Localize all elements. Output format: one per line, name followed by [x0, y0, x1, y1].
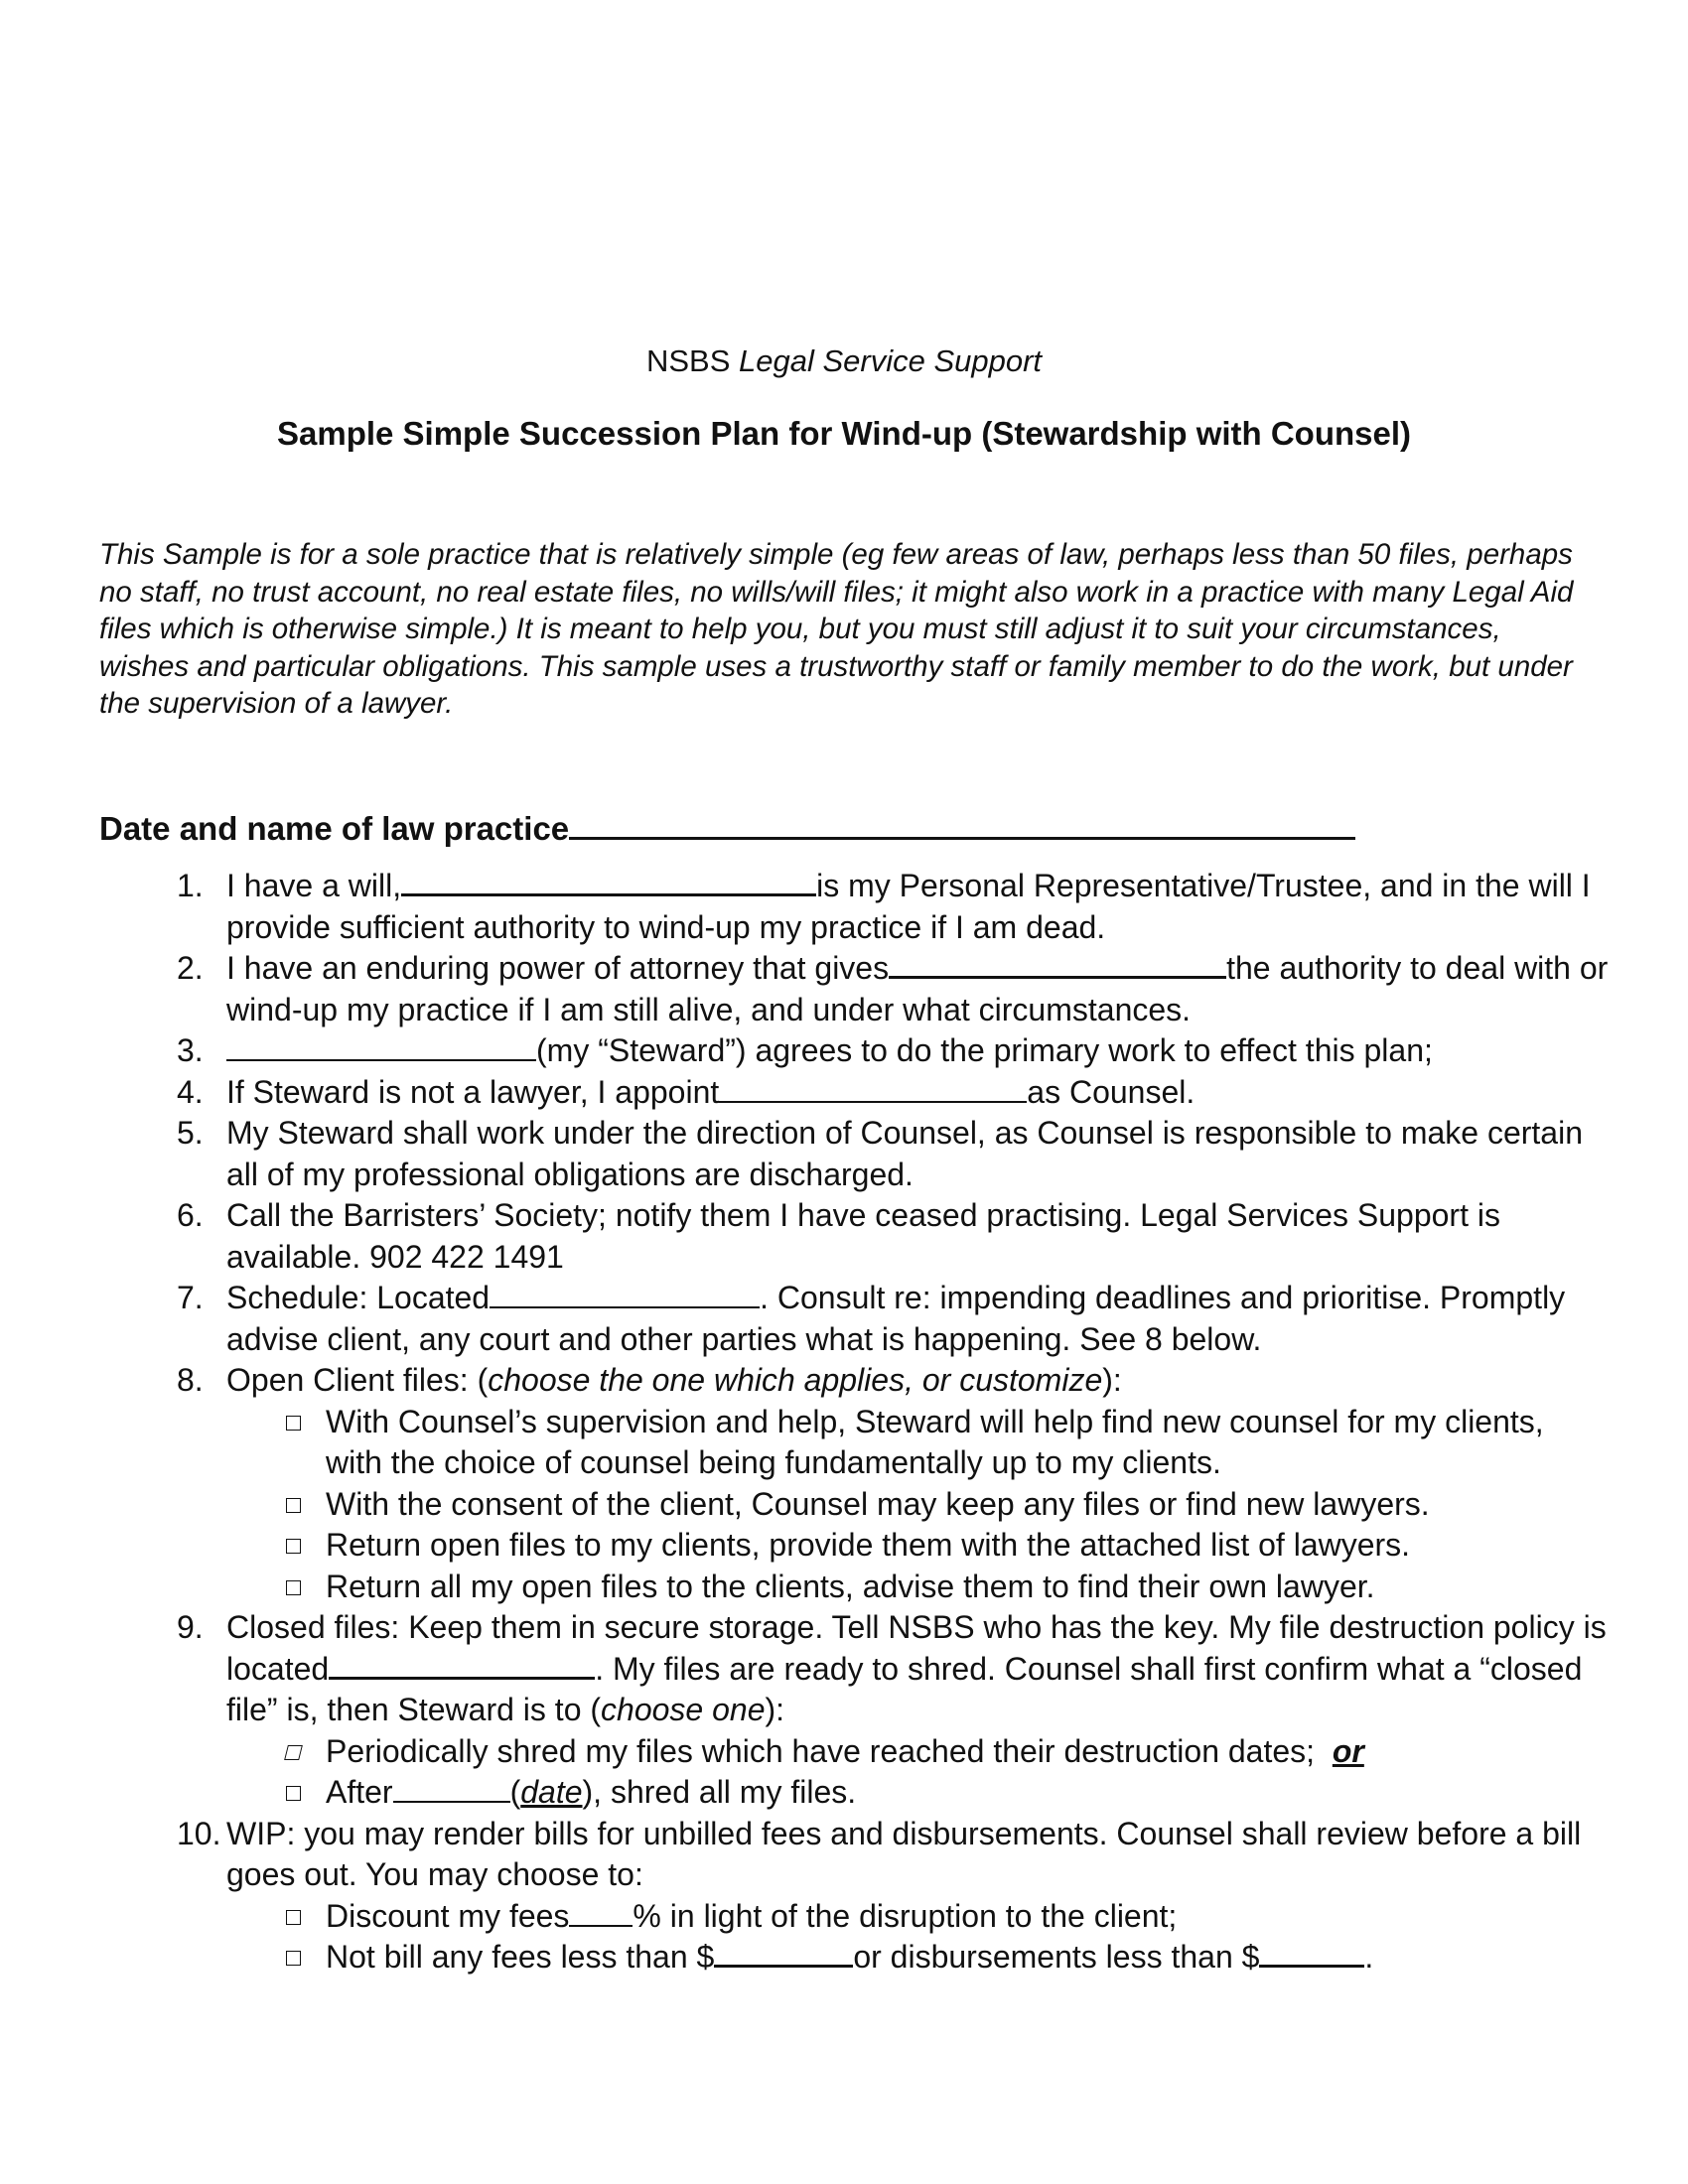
list-item-9 — [0, 1607, 1688, 1814]
checkbox-icon[interactable] — [286, 1910, 301, 1925]
item-number: 4. — [177, 1073, 204, 1110]
list-item-2 — [0, 948, 1688, 1030]
item-number: 1. — [177, 868, 204, 903]
closed-files-options — [226, 1731, 1609, 1814]
shred-date-blank[interactable] — [393, 1773, 510, 1803]
steward-blank[interactable] — [226, 1031, 536, 1061]
item-text: as Counsel. — [1027, 1073, 1196, 1110]
list-item-6 — [0, 1195, 1688, 1278]
date-practice-blank[interactable] — [569, 804, 1355, 840]
attorney-blank[interactable] — [889, 948, 1226, 979]
list-item-1 — [0, 866, 1688, 948]
item-number: 7. — [177, 1280, 204, 1315]
option-label: % in light of the disruption to the client; — [633, 1897, 1178, 1934]
item-text: Call the Barristers’ Society; notify them I have ceased practising. Legal Services Support is available. 902 422 1491 — [226, 1197, 1500, 1275]
min-disbursement-blank[interactable] — [1259, 1937, 1364, 1968]
option-label: With Counsel’s supervision and help, Steward will help find new counsel for my clients, with the choice of counsel being fundamentally up to my clients. — [326, 1403, 1544, 1480]
option-label: . — [1364, 1939, 1374, 1975]
checkbox-icon[interactable] — [286, 1580, 301, 1595]
item-text: I have a will, — [226, 868, 402, 903]
item-text: My Steward shall work under the direction of Counsel, as Counsel is responsible to make certain all of my professional obligations are discharged. — [226, 1115, 1583, 1192]
date-and-practice-line — [99, 804, 1355, 848]
checkbox-option[interactable] — [226, 1567, 1609, 1608]
option-label: After — [326, 1774, 393, 1810]
option-label: With the consent of the client, Counsel may keep any files or find new lawyers. — [326, 1485, 1430, 1522]
item-text: . My files are ready to shred. Counsel shall first confirm what a “closed file” is, then Steward is to ( — [226, 1650, 1583, 1727]
item-text: Schedule: Located — [226, 1280, 491, 1315]
destruction-policy-blank[interactable] — [329, 1649, 595, 1680]
item-text: (my “Steward”) agrees to do the primary work to effect this plan; — [536, 1032, 1433, 1068]
min-fee-blank[interactable] — [714, 1937, 853, 1968]
checkbox-option[interactable] — [226, 1525, 1609, 1567]
document-title: Sample Simple Succession Plan for Wind-up (Stewardship with Counsel) — [276, 415, 1412, 452]
checkbox-icon[interactable] — [286, 1539, 301, 1554]
item-number: 5. — [177, 1115, 204, 1151]
item-text: I have an enduring power of attorney that gives — [226, 950, 890, 986]
counsel-blank[interactable] — [719, 1073, 1027, 1103]
item-text: ): — [1102, 1362, 1122, 1398]
item-text: the authority to deal with or wind-up my practice if I am still alive, and under what circumstances. — [226, 950, 1609, 1027]
plan-items-list — [0, 866, 1688, 1979]
intro-paragraph: This Sample is for a sole practice that is relatively simple (eg few areas of law, perhaps less than 50 files, perhaps no staff, no trust account, no real estate files, no wills/will files; it might also work in a practice with many Legal Aid files which is otherwise simple.) It is meant to help you, but you must still adjust it to suit your circumstances, wishes and particular obligations. This sample uses a trustworthy staff or family member to do the work, but under the supervision of a lawyer. — [99, 538, 1574, 720]
open-files-options — [226, 1402, 1609, 1608]
page-header — [0, 343, 1688, 379]
checkbox-icon[interactable] — [286, 1498, 301, 1513]
checkbox-option[interactable] — [226, 1402, 1609, 1484]
checkbox-option[interactable] — [226, 1484, 1609, 1526]
wip-options — [226, 1896, 1609, 1979]
schedule-location-blank[interactable] — [490, 1279, 760, 1308]
list-item-8 — [0, 1360, 1688, 1607]
item-text: Closed files: Keep them in secure storage. Tell NSBS who has the key. My file destruction policy is located — [226, 1609, 1607, 1687]
item-number: 2. — [177, 950, 204, 986]
item-text: . Consult re: impending deadlines and prioritise. Promptly advise client, any court and other parties what is happening. See 8 below. — [226, 1280, 1566, 1357]
header-org: NSBS — [645, 343, 731, 378]
item-text: is my Personal Representative/Trustee, and in the will I provide sufficient authority to wind-up my practice if I am dead. — [226, 868, 1591, 945]
checkbox-icon[interactable] — [284, 1745, 303, 1760]
item-text: ): — [765, 1692, 785, 1727]
option-label: ), shred all my files. — [582, 1774, 857, 1810]
list-item-7 — [0, 1278, 1688, 1360]
option-label: Discount my fees — [326, 1897, 570, 1934]
item-number: 3. — [177, 1032, 204, 1068]
date-label: Date and name of law practice — [99, 810, 570, 847]
option-label: Not bill any fees less than $ — [326, 1939, 715, 1975]
checkbox-icon[interactable] — [286, 1951, 301, 1966]
list-item-4 — [0, 1072, 1688, 1114]
item-number: 6. — [177, 1197, 204, 1233]
checkbox-option[interactable] — [226, 1731, 1609, 1773]
option-label: Periodically shred my files which have reached their destruction dates; — [326, 1732, 1316, 1769]
discount-percent-blank[interactable] — [569, 1897, 633, 1927]
checkbox-icon[interactable] — [286, 1786, 301, 1801]
date-label: date — [520, 1774, 583, 1810]
item-number: 10. — [177, 1815, 221, 1851]
personal-representative-blank[interactable] — [401, 866, 816, 896]
option-label: Return all my open files to the clients, advise them to find their own lawyer. — [326, 1568, 1375, 1604]
or-emphasis: or — [1332, 1732, 1364, 1769]
option-label: Return open files to my clients, provide them with the attached list of lawyers. — [326, 1527, 1411, 1563]
item-text: WIP: you may render bills for unbilled fees and disbursements. Counsel shall review before a bill goes out. You may choose to: — [226, 1815, 1582, 1892]
option-label: or disbursements less than $ — [853, 1939, 1260, 1975]
item-text-italic: choose one — [601, 1692, 766, 1727]
list-item-10 — [0, 1814, 1688, 1979]
checkbox-option[interactable] — [226, 1896, 1609, 1938]
checkbox-option[interactable] — [226, 1772, 1609, 1814]
item-number: 9. — [177, 1609, 204, 1645]
checkbox-icon[interactable] — [286, 1416, 301, 1431]
item-number: 8. — [177, 1362, 204, 1398]
list-item-5 — [0, 1113, 1688, 1195]
list-item-3 — [0, 1030, 1688, 1072]
item-text-italic: choose the one which applies, or customize — [488, 1362, 1103, 1398]
item-text: Open Client files: ( — [226, 1362, 489, 1398]
header-org-subtitle: Legal Service Support — [739, 343, 1043, 378]
checkbox-option[interactable] — [226, 1937, 1609, 1979]
option-label: ( — [509, 1774, 521, 1810]
item-text: If Steward is not a lawyer, I appoint — [226, 1073, 720, 1110]
